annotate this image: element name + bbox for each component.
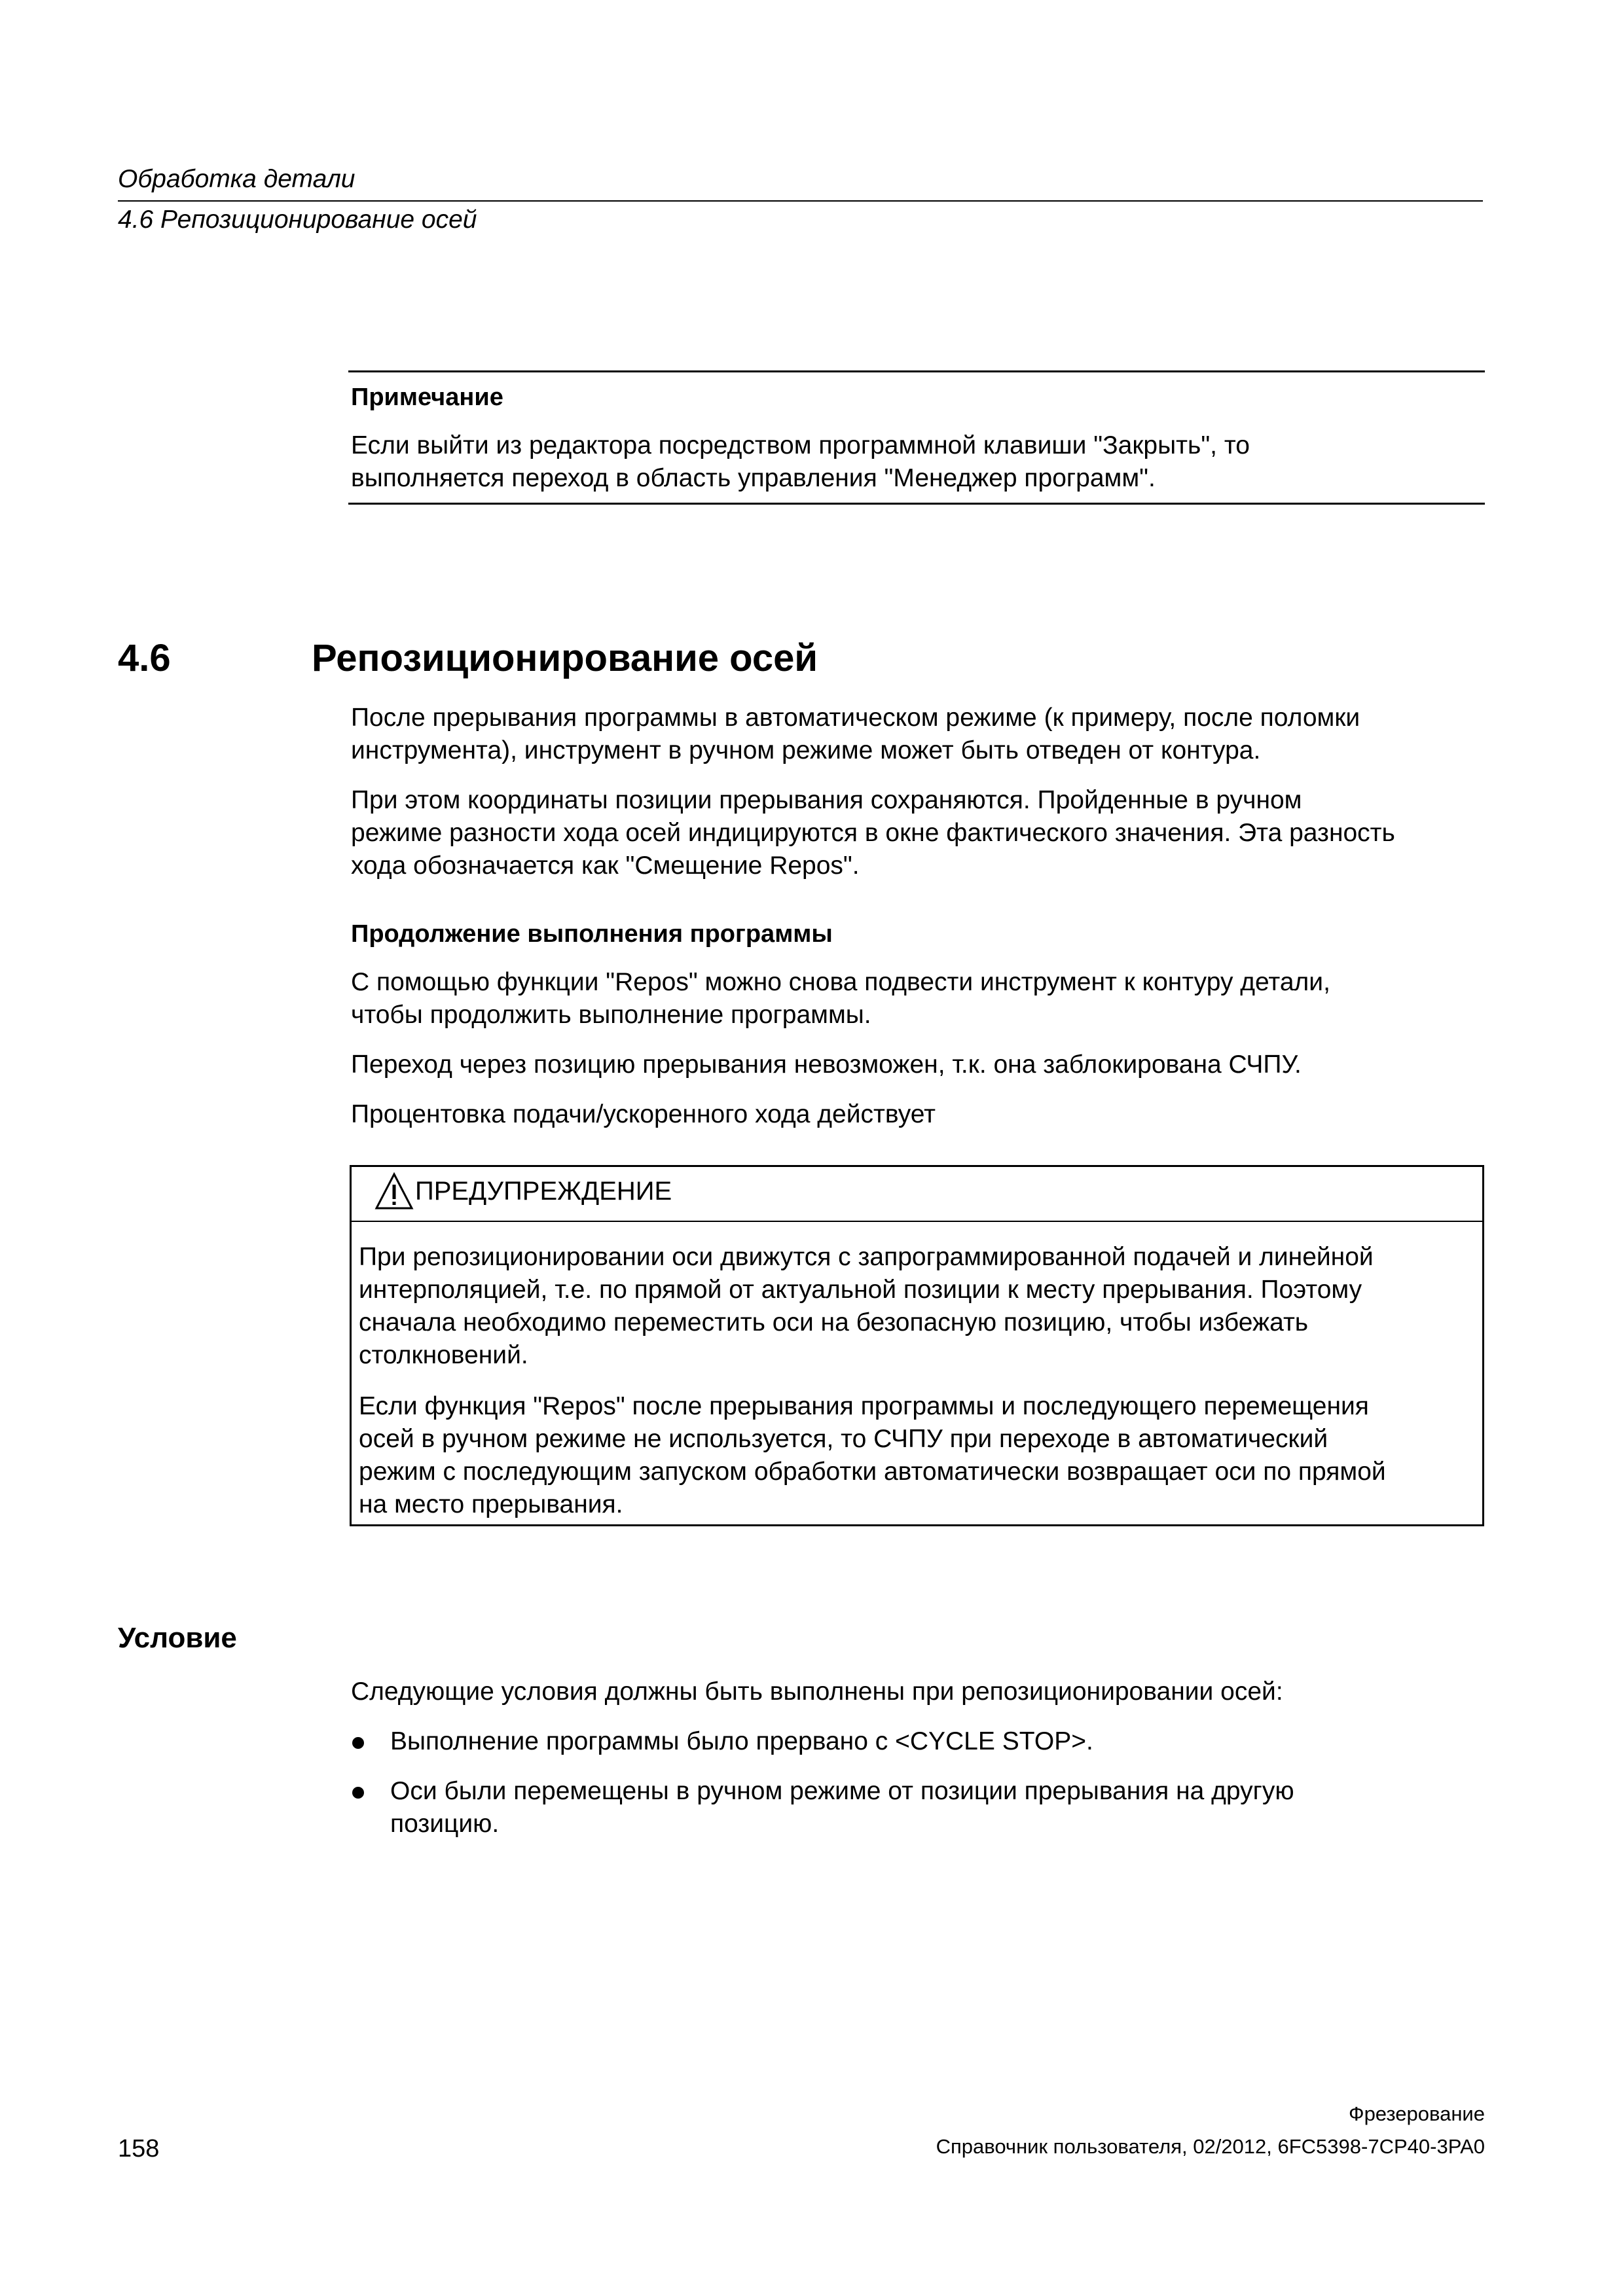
header-divider [118,200,1483,202]
running-header-section: 4.6 Репозиционирование осей [118,206,477,234]
running-header-chapter: Обработка детали [118,165,356,193]
warning-line: Если функция "Repos" после прерывания программы и последующего перемещения [359,1392,1369,1420]
paragraph-line: С помощью функции "Repos" можно снова подвести инструмент к контуру детали, [351,968,1330,996]
subheading: Продолжение выполнения программы [351,920,833,948]
condition-intro: Следующие условия должны быть выполнены при репозиционировании осей: [351,1677,1283,1706]
note-line: выполняется переход в область управления "Менеджер программ". [351,464,1156,492]
bullet-line: Выполнение программы было прервано с <CYCLE STOP>. [390,1727,1093,1755]
footer-manual-title: Фрезерование [1349,2102,1485,2125]
section-number: 4.6 [118,637,171,679]
note-line: Если выйти из редактора посредством программной клавиши "Закрыть", то [351,431,1250,459]
paragraph-line: хода обозначается как "Смещение Repos". [351,852,860,880]
bullet-line: позицию. [390,1810,500,1838]
note-bottom-rule [348,503,1485,505]
paragraph-1 [351,702,1360,767]
footer-manual-info: Справочник пользователя, 02/2012, 6FC5398-7CP40-3PA0 [936,2135,1485,2158]
paragraph-4: Переход через позицию прерывания невозможен, т.к. она заблокирована СЧПУ. [351,1050,1302,1079]
condition-title: Условие [118,1622,237,1654]
paragraph-line: После прерывания программы в автоматическом режиме (к примеру, после поломки [351,704,1360,732]
paragraph-line: При этом координаты позиции прерывания сохраняются. Пройденные в ручном [351,786,1302,814]
warning-title: ПРЕДУПРЕЖДЕНИЕ [415,1177,672,1206]
warning-paragraph-2 [359,1390,1386,1521]
warning-line: сначала необходимо переместить оси на безопасную позицию, чтобы избежать [359,1308,1309,1336]
note-text [351,429,1250,495]
bullet-line: Оси были перемещены в ручном режиме от позиции прерывания на другую [390,1777,1294,1805]
page-number: 158 [118,2135,160,2162]
paragraph-line: инструмента), инструмент в ручном режиме может быть отведен от контура. [351,736,1261,764]
paragraph-3 [351,966,1330,1031]
paragraph-5: Процентовка подачи/ускоренного хода действует [351,1100,936,1128]
warning-line: осей в ручном режиме не используется, то СЧПУ при переходе в автоматический [359,1425,1328,1453]
note-top-rule [348,370,1485,372]
section-title: Репозиционирование осей [312,637,818,679]
condition-bullet-2 [390,1775,1294,1840]
warning-line: режим с последующим запуском обработки автоматически возвращает оси по прямой [359,1458,1386,1486]
bullet-icon [352,1787,364,1799]
warning-paragraph-1 [359,1241,1374,1372]
paragraph-line: режиме разности хода осей индицируются в окне фактического значения. Эта разность [351,819,1395,847]
condition-bullet-1 [390,1725,1093,1758]
paragraph-2 [351,784,1395,882]
warning-header-divider [352,1221,1482,1222]
bullet-icon [352,1737,364,1749]
warning-line: на место прерывания. [359,1490,623,1518]
note-title: Примечание [351,384,503,411]
warning-line: столкновений. [359,1341,528,1369]
warning-triangle-icon [374,1172,414,1211]
warning-line: При репозиционировании оси движутся с запрограммированной подачей и линейной [359,1243,1374,1271]
warning-line: интерполяцией, т.е. по прямой от актуальной позиции к месту прерывания. Поэтому [359,1276,1362,1304]
paragraph-line: чтобы продолжить выполнение программы. [351,1001,871,1029]
